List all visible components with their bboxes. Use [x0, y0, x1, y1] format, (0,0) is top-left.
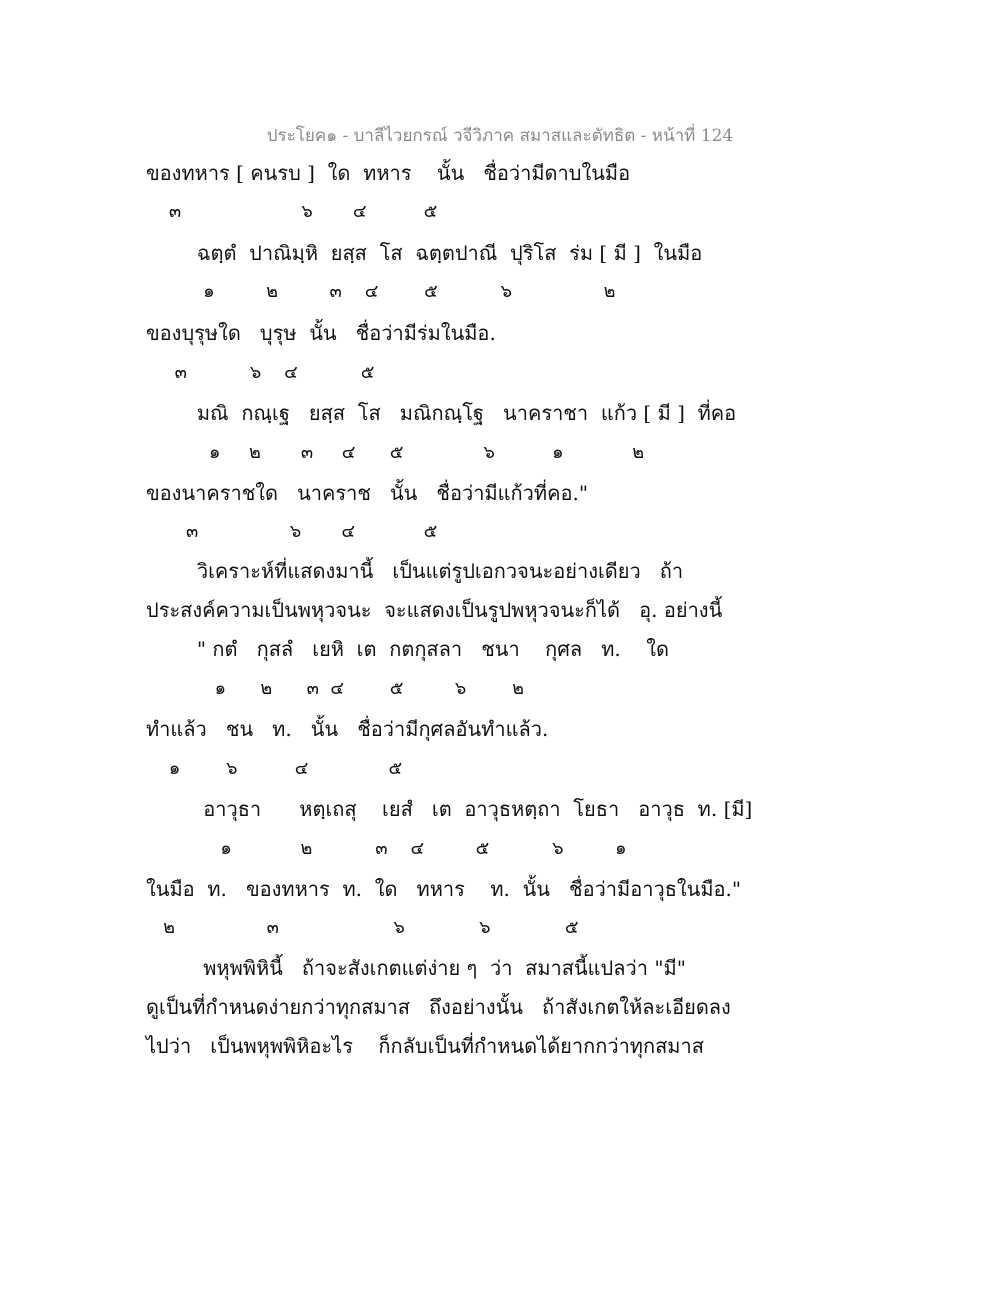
number-line: ๑ ๒ ๓ ๔ ๕ ๖ ๒	[146, 281, 616, 302]
number-line: ๓ ๖ ๔ ๕	[146, 521, 438, 542]
page-header: ประโยค๑ - บาลีไวยกรณ์ วจีวิภาค สมาสและตัทธิต - หน้าที่ 124	[266, 126, 734, 146]
text-line: อาวุธา หตฺเถสุ เยสํ เต อาวุธหตฺถา โยธา อาวุธ ท. [มี]	[146, 797, 753, 821]
text-line: " กตํ กุสลํ เยหิ เต กตกุสลา ชนา กุศล ท. ใด	[146, 637, 669, 661]
text-line: ฉตฺตํ ปาณิมฺหิ ยสฺส โส ฉตฺตปาณี ปุริโส ร่ม [ มี ] ในมือ	[146, 241, 703, 265]
number-line: ๑ ๖ ๔ ๕	[146, 758, 403, 779]
number-line: ๑ ๒ ๓ ๔ ๕ ๖ ๑ ๒	[146, 442, 645, 463]
number-line: ๓ ๖ ๔ ๕	[146, 362, 375, 383]
text-line: ในมือ ท. ของทหาร ท. ใด ทหาร ท. นั้น ชื่อว่ามีอาวุธในมือ."	[146, 877, 742, 901]
text-line: พหุพพิหินี้ ถ้าจะสังเกตแต่ง่าย ๆ ว่า สมาสนี้แปลว่า "มี"	[146, 956, 686, 980]
text-line: ของนาคราชใด นาคราช นั้น ชื่อว่ามีแก้วที่คอ."	[146, 481, 589, 505]
text-line: ดูเป็นที่กำหนดง่ายกว่าทุกสมาส ถึงอย่างนั้น ถ้าสังเกตให้ละเอียดลง	[146, 995, 731, 1019]
number-line: ๒ ๓ ๖ ๖ ๕	[146, 917, 579, 938]
number-line: ๑ ๒ ๓ ๔ ๕ ๖ ๒	[146, 678, 524, 699]
number-line: ๑ ๒ ๓ ๔ ๕ ๖ ๑	[146, 838, 627, 859]
text-line: วิเคราะห์ที่แสดงมานี้ เป็นแต่รูปเอกวจนะอย่างเดียว ถ้า	[146, 559, 684, 583]
text-line: ของทหาร [ คนรบ ] ใด ทหาร นั้น ชื่อว่ามีดาบในมือ	[146, 161, 631, 185]
text-line: ไปว่า เป็นพหุพพิหิอะไร ก็กลับเป็นที่กำหนดได้ยากกว่าทุกสมาส	[146, 1034, 704, 1058]
text-line: มณิ กณฺเฐ ยสฺส โส มณิกณฺโฐ นาคราชา แก้ว [ มี ] ที่คอ	[146, 401, 737, 425]
text-line: ของบุรุษใด บุรุษ นั้น ชื่อว่ามีร่มในมือ.	[146, 321, 496, 345]
number-line: ๓ ๖ ๔ ๕	[146, 201, 438, 222]
text-line: ประสงค์ความเป็นพหุวจนะ จะแสดงเป็นรูปพหุวจนะก็ได้ อุ. อย่างนี้	[146, 598, 723, 622]
text-line: ทำแล้ว ชน ท. นั้น ชื่อว่ามีกุศลอันทำแล้ว.	[146, 717, 549, 741]
